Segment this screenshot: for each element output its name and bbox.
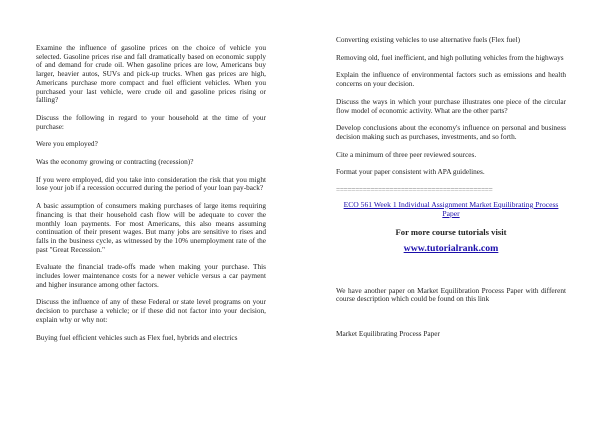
paragraph-household-intro: Discuss the following in regard to your household at the time of your purchase: — [36, 112, 266, 131]
right-column — [336, 36, 566, 348]
website-link[interactable]: www.tutorialrank.com — [403, 242, 499, 254]
left-column — [36, 44, 266, 351]
paragraph-format: Format your paper consistent with APA guidelines. — [336, 167, 485, 177]
paragraph-trade-offs: Evaluate the financial trade-offs made when making your purchase. This includes lower maintenance costs for a newer vehicle versus a car payment and higher insurance among other factors. — [36, 262, 266, 289]
question-economy: Was the economy growing or contracting (recession)? — [36, 157, 194, 167]
more-tutorials-text: For more course tutorials visit — [395, 226, 507, 237]
paragraph-cash-flow: A basic assumption of consumers making purchases of large items requiring financing is that their household cash flow will be adequate to cover the monthly loan payments. For most Americans, this also means assuming continuation of their present wages. But many jobs are sensitive to rises and falls in the business cycle, as witnessed by the 10% unemployment rate of the past "Great Recession." — [36, 201, 266, 254]
paragraph-cite: Cite a minimum of three peer reviewed sources. — [336, 149, 477, 159]
separator-line: ========================================= — [336, 186, 493, 195]
paragraph-removing: Removing old, fuel inefficient, and high polluting vehicles from the highways — [336, 52, 564, 62]
paragraph-job-risk: If you were employed, did you take into consideration the risk that you might lose your job if a recession occurred during the period of your loan pay-back? — [36, 174, 266, 193]
paragraph-programs: Discuss the influence of any of these Federal or state level programs on your decision to purchase a vehicle; or if these did not factor into your decision, explain why or why not: — [36, 297, 266, 324]
paragraph-fuel-efficient: Buying fuel efficient vehicles such as Flex fuel, hybrids and electrics — [36, 332, 238, 342]
assignment-title-link[interactable]: ECO 561 Week 1 Individual Assignment Market Equilibrating Process Paper — [343, 199, 559, 218]
paragraph-gasoline-influence: Examine the influence of gasoline prices on the choice of vehicle you selected. Gasoline prices rise and fall dramatically based on economic supply of and demand for crude oil. When gasoline prices are low, Americans buy larger, heavier autos, SUVs and pick-up trucks. When gas prices are high, Americans purchase more compact and fuel efficient vehicles. When you purchased your last vehicle, were crude oil and gasoline prices rising or falling? — [36, 43, 266, 105]
paragraph-converting: Converting existing vehicles to use alternative fuels (Flex fuel) — [336, 35, 520, 44]
paragraph-environmental: Explain the influence of environmental factors such as emissions and health concerns on your decision. — [336, 70, 566, 89]
paragraph-circular-flow: Discuss the ways in which your purchase illustrates one piece of the circular flow model of economic activity. What are the other parts? — [336, 96, 566, 115]
paragraph-footer-title: Market Equilibrating Process Paper — [336, 329, 440, 339]
paragraph-conclusions: Develop conclusions about the economy's influence on personal and business decision making such as purchases, investments, and so forth. — [336, 123, 566, 141]
question-employed: Were you employed? — [36, 139, 98, 149]
paragraph-another-paper: We have another paper on Market Equilibration Process Paper with different course description which could be found on this link — [336, 285, 566, 304]
